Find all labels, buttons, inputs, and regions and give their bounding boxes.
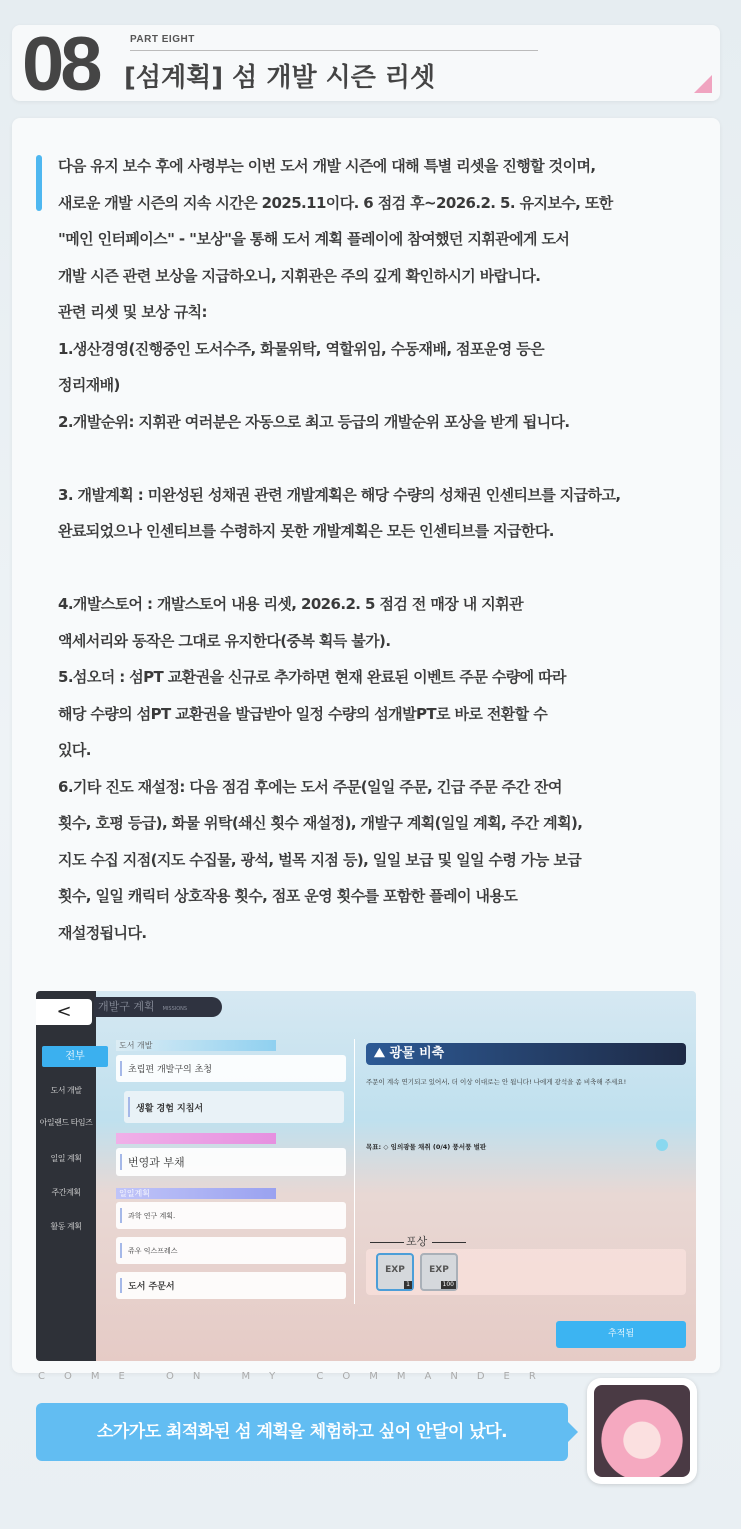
body-line: 정리재배) [58,376,120,394]
back-button[interactable]: < [36,999,92,1025]
track-button[interactable]: 추적됨 [556,1321,686,1348]
accent-bar [36,155,42,211]
body-line: 횟수, 일일 캐릭터 상호작용 횟수, 점포 운영 횟수를 포함한 플레이 내용도 [58,887,518,905]
panel-title: ⛰ 광물 비축 [366,1043,686,1065]
sidebar-item-island-times[interactable]: 아일랜드 타임즈 [39,1118,93,1127]
mission-goal: 목표: ◇ 임의광물 채취 (0/4) 풍서풍 벌판 [366,1143,487,1151]
character-avatar [587,1378,697,1484]
speech-bubble: 소가가도 최적화된 섬 계획을 체험하고 싶어 안달이 났다. [36,1403,568,1461]
divider [370,1242,404,1243]
body-line: 3. 개발계획 : 미완성된 성채권 관련 개발계획은 해당 수량의 성채권 인센티브를 지급하고, [58,485,621,504]
body-line [58,440,708,477]
reward-box [366,1249,686,1295]
motto-text: COME ON MY COMMANDER [38,1371,555,1382]
reward-item-exp-book[interactable] [376,1253,414,1291]
reward-label: 포상 [406,1235,428,1248]
reward-count: 1 [406,1281,410,1288]
reward-name: EXP [385,1265,405,1275]
mission-item[interactable]: 도서 주문서 [116,1272,346,1299]
body-line: 횟수, 호평 등급), 화물 위탁(쇄신 횟수 재설정), 개발구 계획(일일 계획, 주간 계획), [58,814,583,832]
section-number: 08 [22,22,99,107]
divider [432,1242,466,1243]
body-line: 새로운 개발 시즌의 지속 시간은 2025.11이다. 6 점검 후~2026.2. 5. 유지보수, 또한 [58,193,613,212]
body-line: "메인 인터페이스" - "보상"을 통해 도서 계획 플레이에 참여했던 지휘관에게 도서 [58,230,570,248]
body-line: 지도 수집 지점(지도 수집물, 광석, 벌목 지점 등), 일일 보급 및 일일 수령 가능 보급 [58,850,582,869]
reward-name: EXP [429,1265,449,1275]
section-island-dev: 도서 개발 [116,1040,276,1051]
avatar-image [594,1385,690,1477]
body-line: 재설정됩니다. [58,923,147,942]
sidebar-item-island-dev[interactable]: 도서 개발 [50,1086,82,1095]
sidebar-item-weekly[interactable]: 주간계획 [51,1188,81,1197]
game-title-text: 개발구 계획 [98,1000,155,1013]
body-line: 6.기타 진도 재설정: 다음 점검 후에는 도서 주문(일일 주문, 긴급 주문 주간 잔여 [58,777,562,796]
sidebar-item-daily[interactable]: 일일 계획 [50,1154,82,1163]
body-line: 관련 리셋 및 보상 규칙: [58,303,207,321]
game-title [94,997,222,1017]
corner-triangle-icon [694,75,712,93]
mission-item[interactable]: 생활 경험 지침서 [124,1091,344,1123]
game-screenshot [36,991,696,1361]
sidebar-item-activity[interactable]: 활동 계획 [50,1222,82,1231]
body-line: 2.개발순위: 지휘관 여러분은 자동으로 최고 등급의 개발순위 포상을 받게 됩니다. [58,412,570,431]
mission-item[interactable]: 쥬우 익스프레스 [116,1237,346,1264]
mission-item[interactable]: 초립편 개발구의 초청 [116,1055,346,1082]
panel-description: 주문이 계속 연기되고 있어서, 더 이상 이대로는 안 됩니다! 나에게 광석을 좀 비축해 주세요! [366,1078,627,1086]
sidebar-item-all[interactable]: 전부 [42,1046,108,1067]
body-line: 해당 수량의 섬PT 교환권을 발급받아 일정 수량의 섬개발PT로 바로 전환할 수 [58,704,548,723]
map-icon[interactable] [656,1139,668,1151]
part-label: PART EIGHT [130,34,195,45]
divider [130,50,538,51]
body-line: 있다. [58,741,91,759]
body-line: 액세서리와 동작은 그대로 유지한다(중복 획득 불가). [58,631,391,650]
announcement-body [58,148,708,951]
section-pink [116,1133,276,1144]
reward-count: 100 [442,1281,454,1288]
body-line: 개발 시즌 관련 보상을 지급하오니, 지휘관은 주의 깊게 확인하시기 바랍니다. [58,266,541,285]
section-header [12,22,720,107]
body-line [58,550,708,587]
body-line: 1.생산경영(진행중인 도서수주, 화물위탁, 역할위임, 수동재배, 점포운영 등은 [58,339,545,358]
panel-title-text: 광물 비축 [389,1046,445,1061]
section-title: [섬계획] 섬 개발 시즌 리셋 [124,63,436,93]
scrollbar[interactable] [354,1039,355,1304]
section-daily: 일일계획 [116,1188,276,1199]
game-title-sub: MISSIONS [162,1006,188,1012]
body-line: 완료되었으나 인센티브를 수령하지 못한 개발계획은 모든 인센티브를 지급한다. [58,522,554,540]
mission-item[interactable]: 번영과 부채 [116,1148,346,1176]
reward-item-exp[interactable] [420,1253,458,1291]
mission-item[interactable]: 과학 연구 계획. [116,1202,346,1229]
body-line: 5.섬오더 : 섬PT 교환권을 신규로 추가하면 현재 완료된 이벤트 주문 수량에 따라 [58,668,566,686]
body-line: 다음 유지 보수 후에 사령부는 이번 도서 개발 시즌에 대해 특별 리셋을 진행할 것이며, [58,157,596,175]
body-line: 4.개발스토어 : 개발스토어 내용 리셋, 2026.2. 5 점검 전 매장 내 지휘관 [58,595,523,613]
